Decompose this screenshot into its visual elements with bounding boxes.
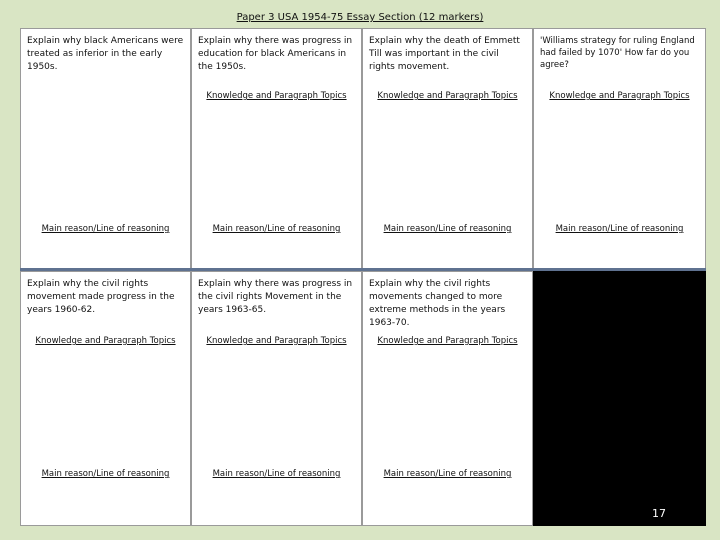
blank-black-cell (533, 271, 706, 526)
question-cell-7 (362, 271, 533, 526)
question-text: Explain why the civil rights movement made progress in the years 1960-62. (27, 279, 175, 315)
question-cell-1 (20, 28, 191, 269)
knowledge-label: Knowledge and Paragraph Topics (206, 336, 347, 346)
page-title: Paper 3 USA 1954-75 Essay Section (12 markers) (236, 12, 484, 23)
question-cell-3 (362, 28, 533, 269)
question-text: Explain why black Americans were treated as inferior in the early 1950s. (27, 36, 184, 72)
question-text: Explain why the civil rights movements changed to more extreme methods in the years 1963-70. (369, 279, 506, 328)
question-text: 'Williams strategy for ruling England had failed by 1070' How far do you agree? (540, 36, 695, 70)
question-cell-5 (20, 271, 191, 526)
knowledge-label: Knowledge and Paragraph Topics (377, 336, 518, 346)
main-reason-label: Main reason/Line of reasoning (383, 224, 512, 234)
question-text: Explain why there was progress in the civil rights Movement in the years 1963-65. (198, 279, 353, 315)
question-text: Explain why there was progress in education for black Americans in the 1950s. (198, 36, 353, 72)
knowledge-label: Knowledge and Paragraph Topics (206, 91, 347, 101)
page-number: 17 (652, 507, 666, 520)
main-reason-label: Main reason/Line of reasoning (212, 224, 341, 234)
main-reason-label: Main reason/Line of reasoning (212, 469, 341, 479)
knowledge-label: Knowledge and Paragraph Topics (377, 91, 518, 101)
main-reason-label: Main reason/Line of reasoning (41, 224, 170, 234)
question-text: Explain why the death of Emmett Till was important in the civil rights movement. (369, 36, 520, 72)
question-cell-2 (191, 28, 362, 269)
question-cell-6 (191, 271, 362, 526)
knowledge-label: Knowledge and Paragraph Topics (35, 336, 176, 346)
main-reason-label: Main reason/Line of reasoning (383, 469, 512, 479)
question-cell-4 (533, 28, 706, 269)
knowledge-label: Knowledge and Paragraph Topics (549, 91, 690, 101)
main-reason-label: Main reason/Line of reasoning (41, 469, 170, 479)
main-reason-label: Main reason/Line of reasoning (555, 224, 684, 234)
